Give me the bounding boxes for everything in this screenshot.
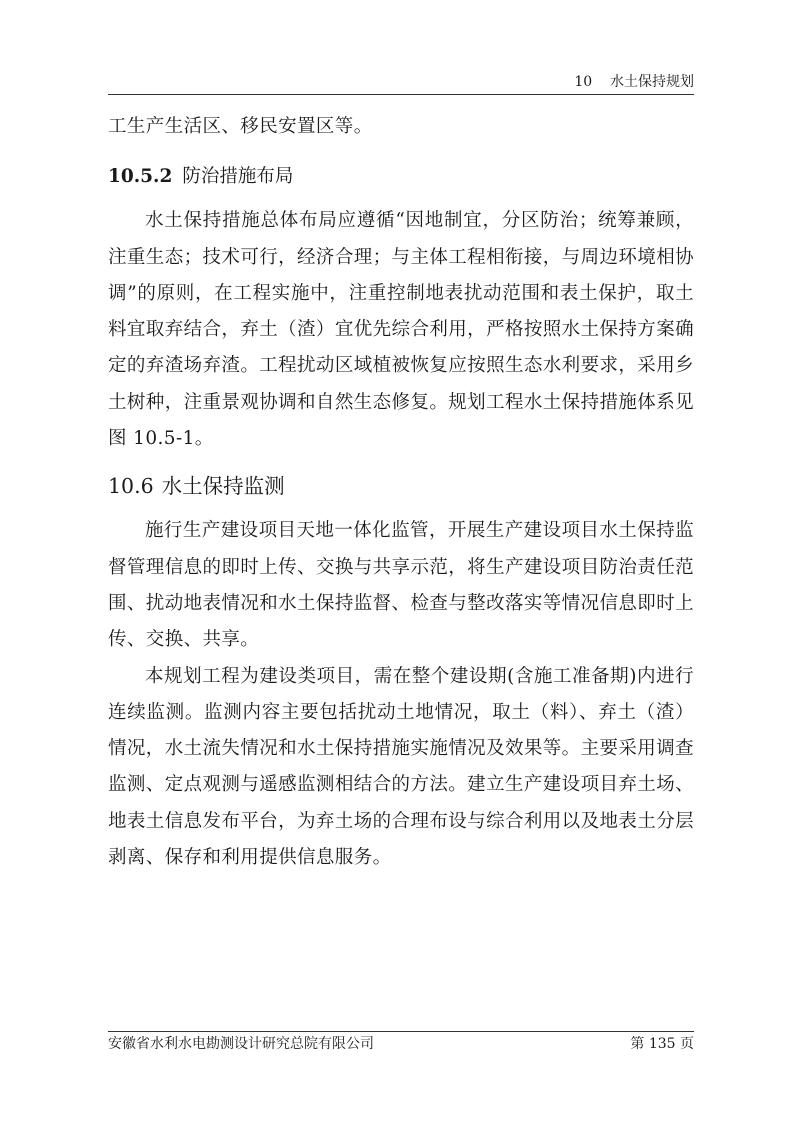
paragraph-continuation: 工生产生活区、移民安置区等。	[108, 116, 373, 137]
section-number: 10.6	[108, 474, 154, 499]
paragraph-layout-principles: 水土保持措施总体布局应遵循“因地制宜，分区防治；统筹兼顾，注重生态；技术可行，经济合理；与主体工程相衔接，与周边环境相协调”的原则，在工程实施中，注重控制地表扰动范围和表土保护，取土料宜取弃结合，弃土（渣）宜优先综合利用，严格按照水土保持方案确定的弃渣场弃渣。工程扰动区域植被恢复应按照生态水利要求，采用乡土树种，注重景观协调和自然生态修复。规划工程水土保持措施体系见图 10.5-1。	[108, 210, 694, 450]
paragraph-monitoring: 本规划工程为建设类项目，需在整个建设期(含施工准备期)内进行连续监测。监测内容主要包括扰动土地情况，取土（料）、弃土（渣）情况，水土流失情况和水土保持措施实施情况及效果等。主要采用调查监测、定点观测与遥感监测相结合的方法。建立生产建设项目弃土场、地表土信息发布平台，为弃土场的合理布设与综合利用以及地表土分层剥离、保存和利用提供信息服务。	[108, 665, 694, 869]
page-header	[108, 72, 694, 94]
header-chapter-number: 10	[574, 74, 593, 90]
section-heading-10-5-2	[108, 157, 694, 197]
header-chapter-title: 水土保持规划	[610, 74, 694, 90]
page-footer	[108, 1034, 694, 1054]
page-body	[108, 109, 694, 876]
paragraph-supervision: 施行生产建设项目天地一体化监管，开展生产建设项目水土保持监督管理信息的即时上传、交换与共享示范，将生产建设项目防治责任范围、扰动地表情况和水土保持监督、检查与整改落实等情况信息即时上传、交换、共享。	[108, 520, 694, 651]
header-rule	[108, 94, 694, 95]
section-title: 防治措施布局	[182, 166, 294, 188]
section-number: 10.5.2	[108, 166, 173, 188]
footer-page-number: 第 135 页	[630, 1036, 694, 1052]
footer-rule	[108, 1031, 694, 1032]
section-heading-10-6	[108, 465, 694, 507]
footer-organization: 安徽省水利水电勘测设计研究总院有限公司	[108, 1036, 374, 1052]
section-title: 水土保持监测	[161, 474, 285, 499]
